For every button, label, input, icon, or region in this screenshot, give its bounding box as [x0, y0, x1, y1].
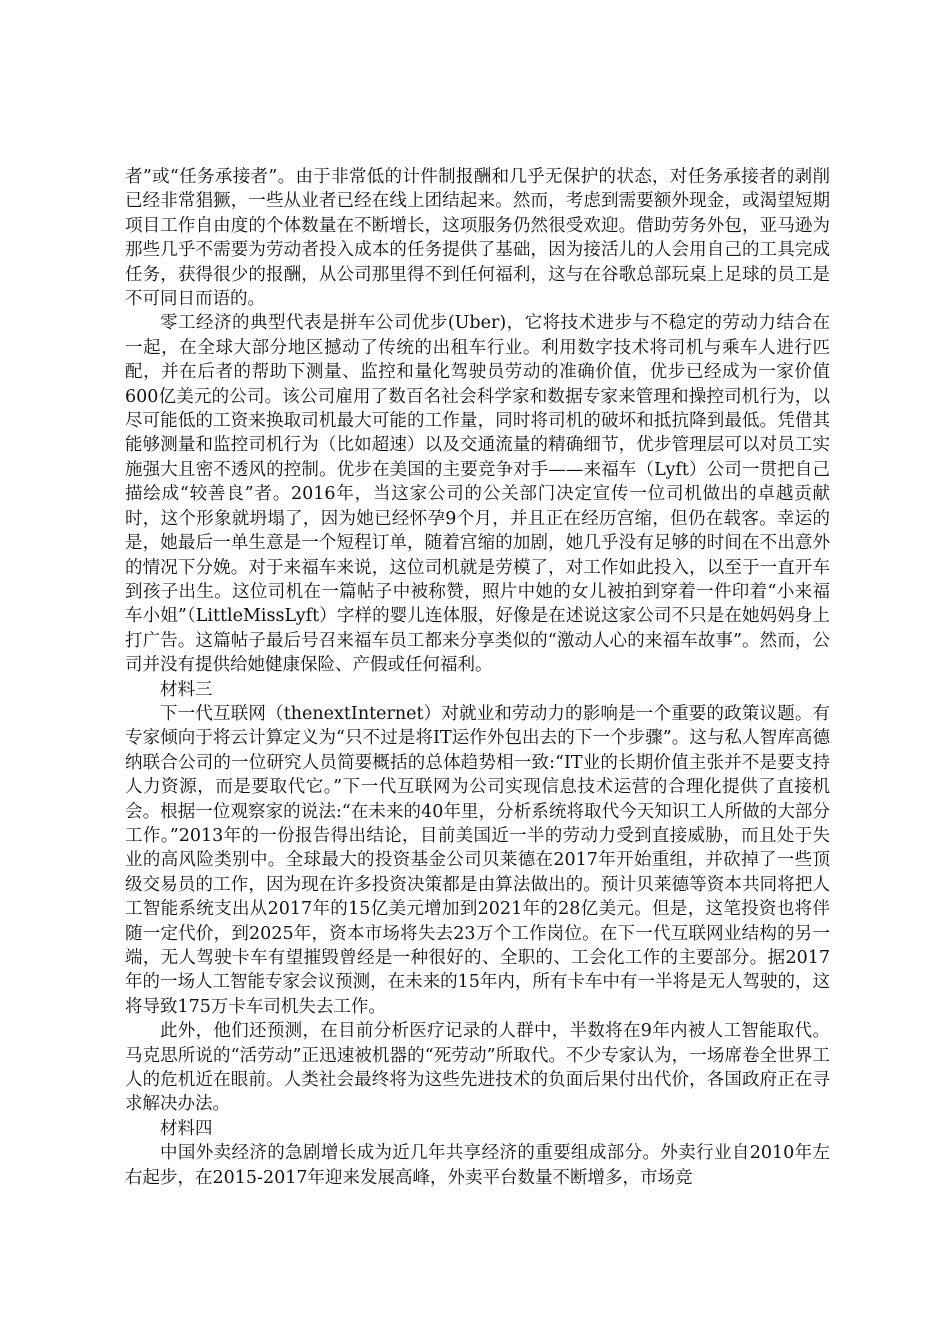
paragraph-task-contractors: 者”或“任务承接者”。由于非常低的计件制报酬和几乎无保护的状态，对任务承接者的剥削已经非常猖獗，一些从业者已经在线上团结起来。然而，考虑到需要额外现金，或渴望短期项目工作自由度的个体数量在不断增长，这项服务仍然很受欢迎。借助劳务外包，亚马逊为那些几乎不需要为劳动者投入成本的任务提供了基础，因为接活儿的人会用自己的工具完成任务，获得很少的报酬，从公司那里得不到任何福利，这与在谷歌总部玩桌上足球的员工是不可同日而语的。	[125, 167, 830, 310]
paragraph-food-delivery: 中国外卖经济的急剧增长成为近几年共享经济的重要组成部分。外卖行业自2010年左右起步，在2015-2017年迎来发展高峰，外卖平台数量不断增多，市场竞	[125, 1143, 830, 1188]
document-body	[125, 165, 830, 1190]
heading-material-3: 材料三	[160, 679, 213, 700]
paragraph-ai-prediction: 此外，他们还预测，在目前分析医疗记录的人群中，半数将在9年内被人工智能取代。马克思所说的“活劳动”正迅速被机器的“死劳动”所取代。不少专家认为，一场席卷全世界工人的危机近在眼前。人类社会最终将为这些先进技术的负面后果付出代价，各国政府正在寻求解决办法。	[125, 1021, 830, 1115]
paragraph-next-internet: 下一代互联网（thenextInternet）对就业和劳动力的影响是一个重要的政策议题。有专家倾向于将云计算定义为“只不过是将IT运作外包出去的下一个步骤”。这与私人智库高德纳联合公司的一位研究人员简要概括的总体趋势相一致:“IT业的长期价值主张并不是要支持人力资源，而是要取代它。”下一代互联网为公司实现信息技术运营的合理化提供了直接机会。根据一位观察家的说法:“在未来的40年里，分析系统将取代今天知识工人所做的大部分工作。”2013年的一份报告得出结论，目前美国近一半的劳动力受到直接威胁，而且处于失业的高风险类别中。全球最大的投资基金公司贝莱德在2017年开始重组，并砍掉了一些顶级交易员的工作，因为现在许多投资决策都是由算法做出的。预计贝莱德等资本共同将把人工智能系统支出从2017年的15亿美元增加到2021年的28亿美元。但是，这笔投资也将伴随一定代价，到2025年，资本市场将失去23万个工作岗位。在下一代互联网业结构的另一端，无人驾驶卡车有望摧毁曾经是一种很好的、全职的、工会化工作的主要部分。据2017年的一场人工智能专家会议预测，在未来的15年内，所有卡车中有一半将是无人驾驶的，这将导致175万卡车司机失去工作。	[125, 703, 830, 1017]
paragraph-uber-lyft: 零工经济的典型代表是拼车公司优步(Uber)，它将技术进步与不稳定的劳动力结合在一起，在全球大部分地区撼动了传统的出租车行业。利用数字技术将司机与乘车人进行匹配，并在后者的帮助下测量、监控和量化驾驶员劳动的准确价值，优步已经成为一家价值600亿美元的公司。该公司雇用了数百名社会科学家和数据专家来管理和操控司机行为，以尽可能低的工资来换取司机最大可能的工作量，同时将司机的破坏和抵抗降到最低。凭借其能够测量和监控司机行为（比如超速）以及交通流量的精确细节，优步管理层可以对员工实施强大且密不透风的控制。优步在美国的主要竞争对手——来福车（Lyft）公司一贯把自己描绘成“较善良”者。2016年，当这家公司的公关部门决定宣传一位司机做出的卓越贡献时，这个形象就坍塌了，因为她已经怀孕9个月，并且正在经历宫缩，但仍在载客。幸运的是，她最后一单生意是一个短程订单，随着宫缩的加剧，她几乎没有足够的时间在不出意外的情况下分娩。对于来福车来说，这位司机就是劳模了，对工作如此投入，以至于一直开车到孩子出生。这位司机在一篇帖子中被称赞，照片中她的女儿被拍到穿着一件印着“小来福车小姐”（LittleMissLyft）字样的婴儿连体服，好像是在述说这家公司不只是在她妈妈身上打广告。这篇帖子最后号召来福车员工都来分享类似的“激动人心的来福车故事”。然而，公司并没有提供给她健康保险、产假或任何福利。	[125, 313, 830, 676]
heading-material-4: 材料四	[160, 1118, 213, 1139]
